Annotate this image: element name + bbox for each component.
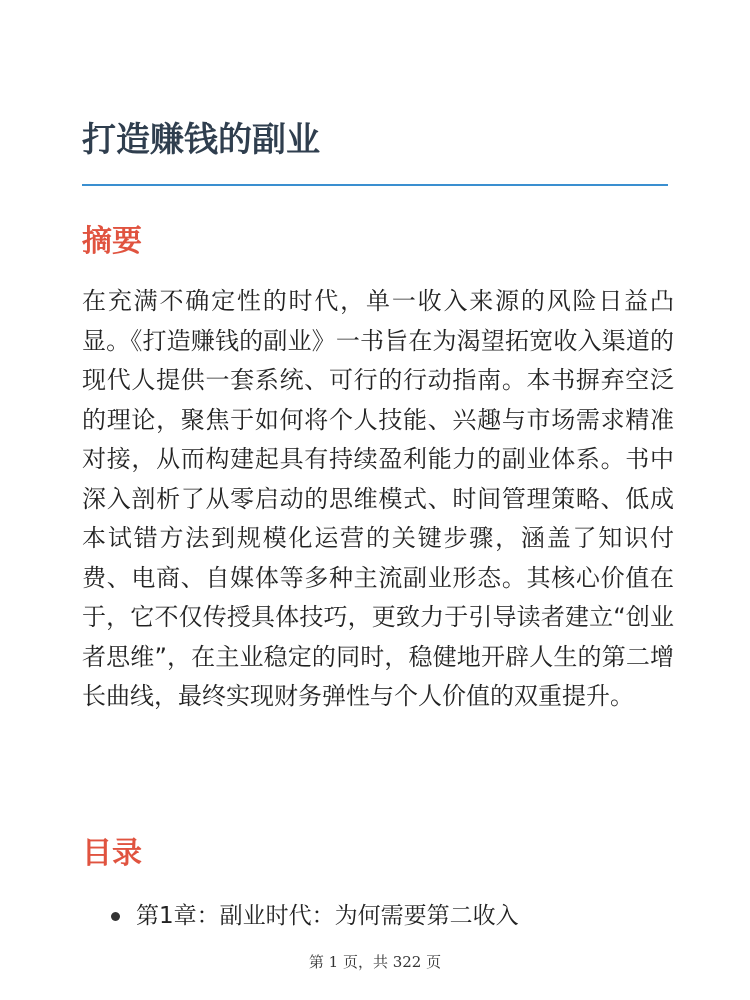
- bullet-icon: [111, 912, 120, 921]
- toc-list: [82, 896, 519, 936]
- summary-heading: 摘要: [82, 224, 142, 259]
- title-divider: [82, 184, 668, 186]
- toc-heading: 目录: [82, 836, 142, 871]
- page-number: 第 1 页，共 322 页: [308, 953, 442, 971]
- document-title: 打造赚钱的副业: [82, 120, 320, 160]
- toc-item[interactable]: [82, 896, 519, 936]
- summary-paragraph: 在充满不确定性的时代，单一收入来源的风险日益凸显。《打造赚钱的副业》一书旨在为渴望拓宽收入渠道的现代人提供一套系统、可行的行动指南。本书摒弃空泛的理论，聚焦于如何将个人技能、兴趣与市场需求精准对接，从而构建起具有持续盈利能力的副业体系。书中深入剖析了从零启动的思维模式、时间管理策略、低成本试错方法到规模化运营的关键步骤，涵盖了知识付费、电商、自媒体等多种主流副业形态。其核心价值在于，它不仅传授具体技巧，更致力于引导读者建立“创业者思维”，在主业稳定的同时，稳健地开辟人生的第二增长曲线，最终实现财务弹性与个人价值的双重提升。: [82, 287, 674, 710]
- toc-item-label: 第1章：副业时代：为何需要第二收入: [136, 903, 519, 929]
